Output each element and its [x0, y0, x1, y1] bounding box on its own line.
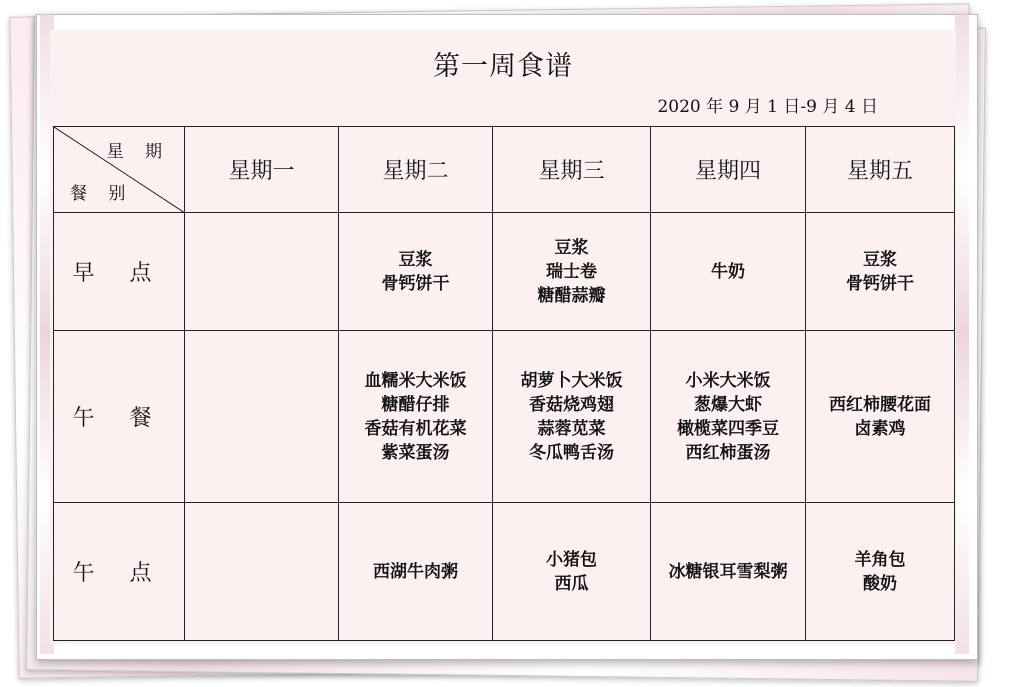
dish-item: 冬瓜鸭舌汤: [529, 442, 614, 463]
dish-item: 羊角包: [854, 549, 906, 570]
corner-meal-label: 餐 别: [70, 184, 134, 204]
menu-document: [50, 30, 956, 644]
menu-cell: [339, 331, 493, 503]
menu-cell: [651, 331, 806, 503]
dish-item: 香菇有机花菜: [364, 418, 467, 439]
page-title: 第一周食谱: [433, 51, 573, 82]
menu-cell: [493, 331, 651, 503]
dish-item: 豆浆: [863, 249, 897, 270]
dish-item: 糖醋蒜瓣: [537, 285, 606, 306]
day-header: 星期四: [651, 127, 806, 213]
day-header: 星期二: [339, 127, 493, 213]
dish-item: 胡萝卜大米饭: [520, 370, 623, 391]
menu-cell: [339, 213, 493, 331]
dish-item: 香菇烧鸡翅: [529, 394, 614, 415]
corner-day-label: 星 期: [106, 142, 170, 162]
dish-item: 瑞士卷: [546, 261, 597, 282]
menu-cell: [493, 503, 651, 641]
dish-item: 卤素鸡: [854, 418, 906, 439]
menu-cell: [651, 213, 806, 331]
menu-cell: [806, 213, 955, 331]
dish-item: 小米大米饭: [685, 370, 771, 391]
frame-edge-decoration: [955, 14, 969, 654]
menu-cell: [493, 213, 651, 331]
dish-item: 西红柿蛋汤: [685, 442, 771, 463]
dish-item: 血糯米大米饭: [364, 370, 467, 391]
menu-cell: [339, 503, 493, 641]
menu-cell: [185, 503, 339, 641]
table-row-snack: [54, 503, 955, 641]
menu-cell: [806, 503, 955, 641]
date-range: 2020 年 9 月 1 日-9 月 4 日: [657, 97, 878, 117]
table-row-breakfast: [54, 213, 955, 331]
menu-cell: [806, 331, 955, 503]
table-header-row: [54, 127, 955, 213]
day-header: 星期三: [493, 127, 651, 213]
menu-cell: [651, 503, 806, 641]
dish-item: 紫菜蛋汤: [381, 442, 450, 463]
meal-label: 早 点: [54, 213, 185, 331]
dish-item: 西红柿腰花面: [829, 394, 931, 415]
dish-item: 西湖牛肉粥: [373, 561, 458, 582]
dish-item: 蒜蓉苋菜: [537, 418, 606, 439]
dish-item: 豆浆: [554, 237, 589, 258]
dish-item: 葱爆大虾: [694, 394, 762, 415]
dish-item: 牛奶: [711, 261, 745, 282]
dish-item: 橄榄菜四季豆: [677, 418, 779, 439]
dish-item: 小猪包: [546, 549, 597, 570]
dish-item: 糖醋仔排: [381, 394, 450, 415]
day-header: 星期一: [185, 127, 339, 213]
dish-item: 冰糖银耳雪梨粥: [668, 561, 788, 582]
menu-cell: [185, 213, 339, 331]
dish-item: 酸奶: [863, 573, 897, 594]
table-row-lunch: [54, 331, 955, 503]
day-header: 星期五: [806, 127, 955, 213]
meal-label: 午 点: [54, 503, 185, 641]
corner-header-cell: [54, 127, 185, 213]
dish-item: 豆浆: [398, 249, 433, 270]
dish-item: 骨钙饼干: [381, 273, 450, 294]
meal-label: 午 餐: [54, 331, 185, 503]
weekly-menu-table: [53, 126, 955, 641]
dish-item: 骨钙饼干: [846, 273, 914, 294]
dish-item: 西瓜: [554, 573, 589, 594]
menu-cell: [185, 331, 339, 503]
